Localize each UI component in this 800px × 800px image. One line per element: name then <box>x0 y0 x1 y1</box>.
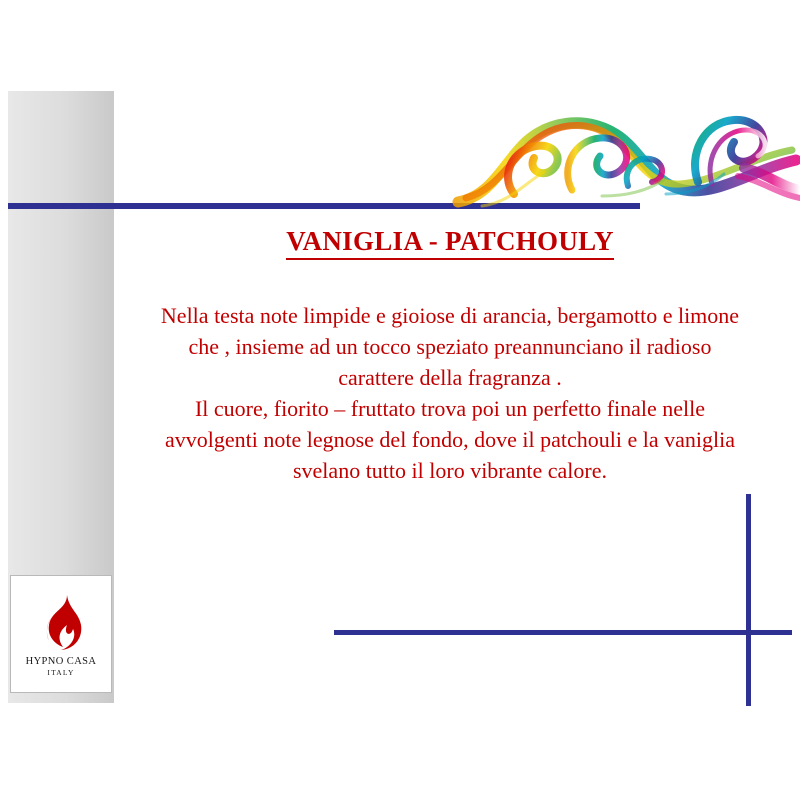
page-title <box>140 226 760 257</box>
flame-icon <box>37 593 85 653</box>
paragraph-2: Il cuore, fiorito – fruttato trova poi un perfetto finale nelle avvolgenti note legnose del fondo, dove il patchouli e la vaniglia svelano tutto il loro vibrante calore. <box>164 396 735 483</box>
navy-cross-vertical-rule <box>746 494 751 706</box>
body-text <box>150 300 750 486</box>
navy-cross-horizontal-rule <box>334 630 792 635</box>
logo-country-text: ITALY <box>47 668 75 677</box>
logo-brand-text: HYPNO CASA <box>25 656 97 667</box>
page-title-text: VANIGLIA - PATCHOULY <box>286 226 614 260</box>
paragraph-1: Nella testa note limpide e gioiose di arancia, bergamotto e limone che , insieme ad un tocco speziato preannunciano il radioso carattere della fragranza . <box>160 303 740 390</box>
logo <box>10 575 112 693</box>
rainbow-smoke-icon <box>452 98 800 210</box>
